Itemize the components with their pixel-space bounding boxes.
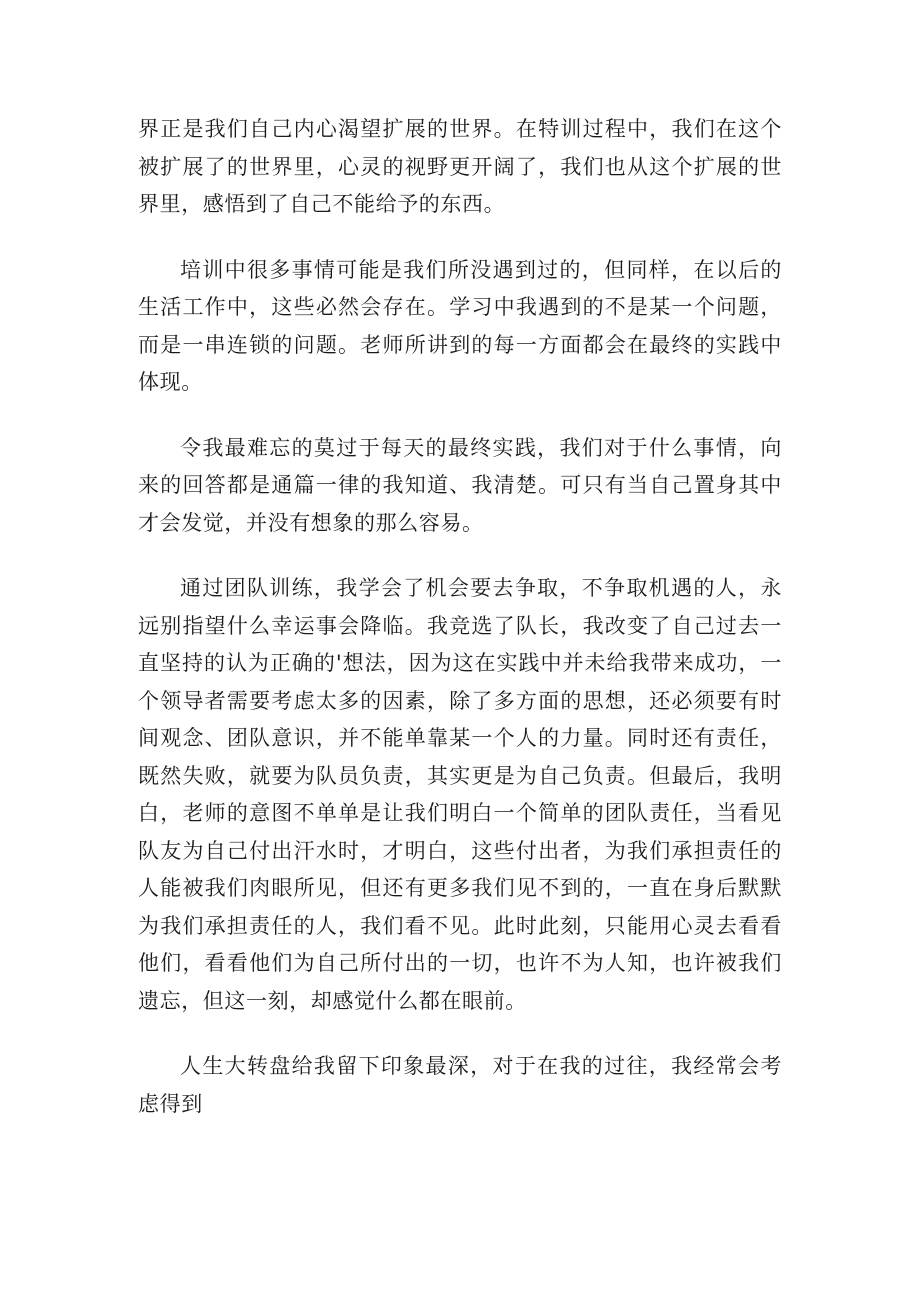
paragraph-2: 培训中很多事情可能是我们所没遇到过的，但同样，在以后的生活工作中，这些必然会存在。学习中我遇到的不是某一个问题，而是一串连锁的问题。老师所讲到的每一方面都会在最终的实践中体现。 <box>138 257 782 394</box>
paragraph-3: 令我最难忘的莫过于每天的最终实践，我们对于什么事情，向来的回答都是通篇一律的我知道、我清楚。可只有当自己置身其中才会发觉，并没有想象的那么容易。 <box>138 435 782 535</box>
paragraph-1: 界正是我们自己内心渴望扩展的世界。在特训过程中，我们在这个被扩展了的世界里，心灵的视野更开阔了，我们也从这个扩展的世界里，感悟到了自己不能给予的东西。 <box>138 117 782 216</box>
paragraph-5: 人生大转盘给我留下印象最深，对于在我的过往，我经常会考虑得到 <box>138 1054 782 1116</box>
document-body <box>138 111 782 1123</box>
paragraph-4: 通过团队训练，我学会了机会要去争取，不争取机遇的人，永远别指望什么幸运事会降临。我竞选了队长，我改变了自己过去一直坚持的认为正确的'想法，因为这在实践中并未给我带来成功，一个领导者需要考虑太多的因素，除了多方面的思想，还必须要有时间观念、团队意识，并不能单靠某一个人的力量。同时还有责任，既然失败，就要为队员负责，其实更是为自己负责。但最后，我明白，老师的意图不单单是让我们明白一个简单的团队责任，当看见队友为自己付出汗水时，才明白，这些付出者，为我们承担责任的人能被我们肉眼所见，但还有更多我们见不到的，一直在身后默默为我们承担责任的人，我们看不见。此时此刻，只能用心灵去看看他们，看看他们为自己所付出的一切，也许不为人知，也许被我们遗忘，但这一刻，却感觉什么都在眼前。 <box>138 576 782 1013</box>
